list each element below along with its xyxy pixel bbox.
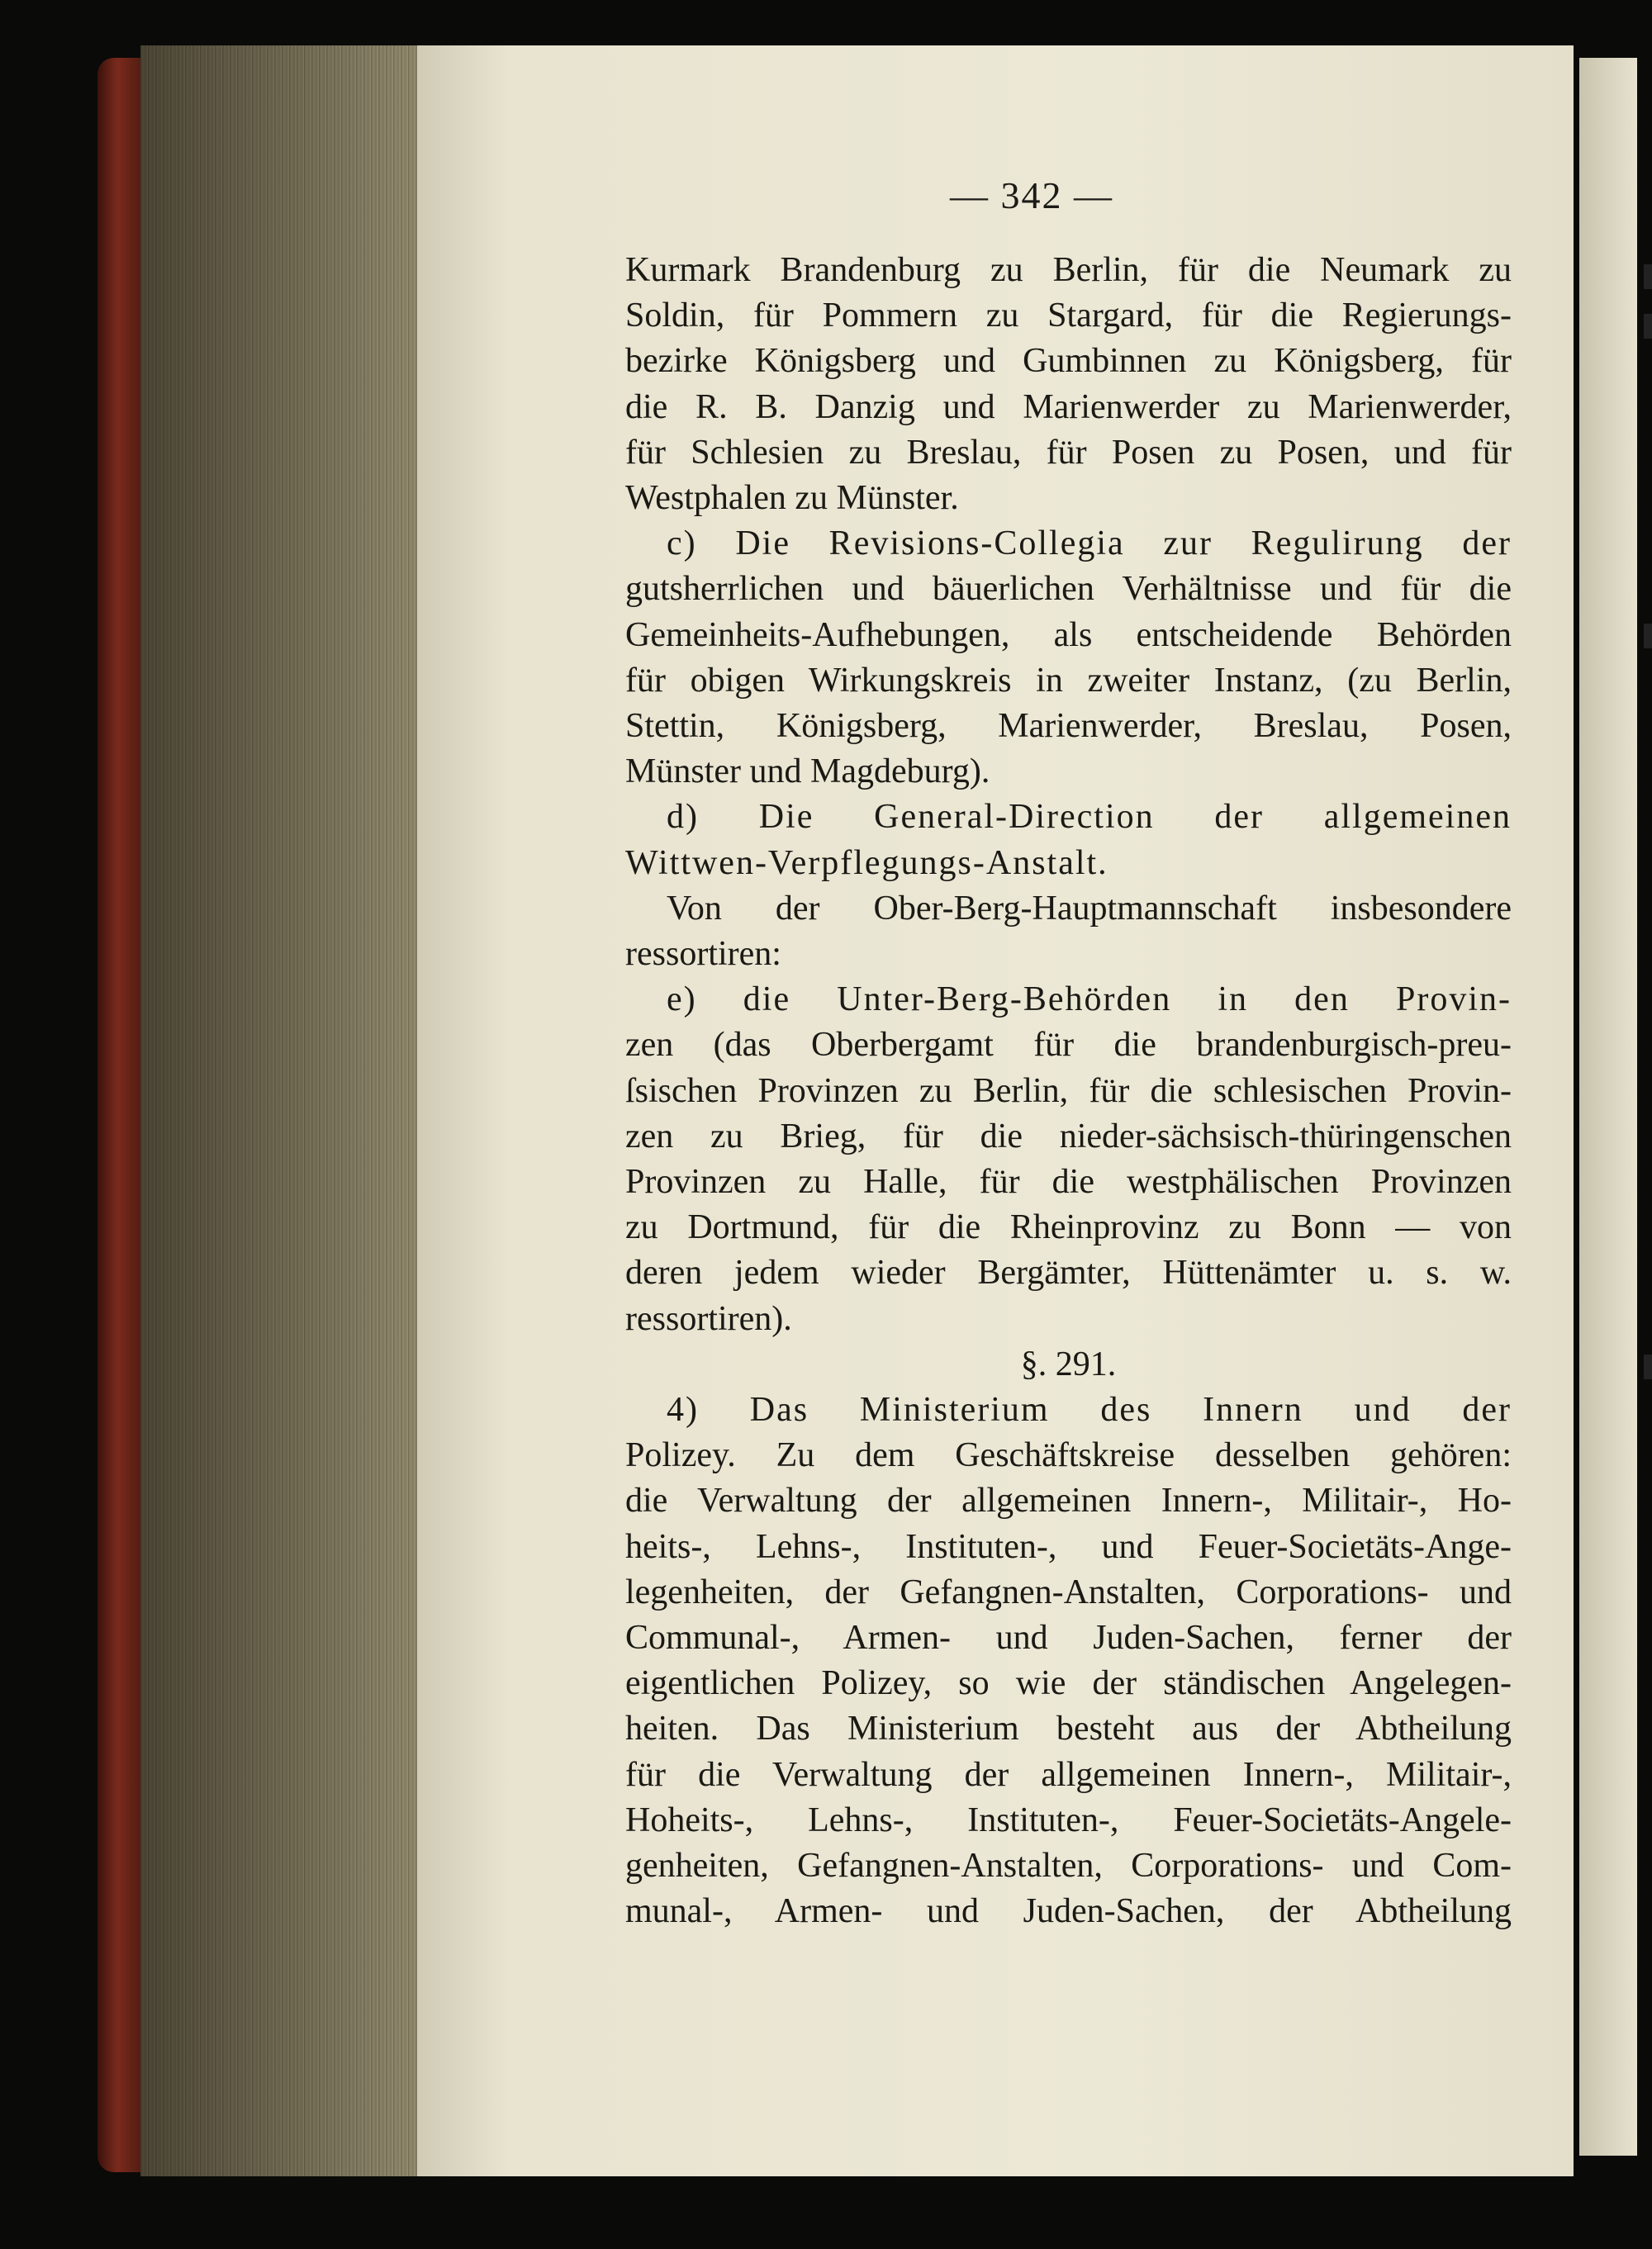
text-line: für obigen Wirkungskreis in zweiter Instanz, (zu Berlin, bbox=[625, 661, 1512, 700]
text-line: Westphalen zu Münster. bbox=[625, 479, 959, 517]
text-line: e) die Unter-Berg-Behörden in den Provin- bbox=[667, 980, 1512, 1019]
text-line: Münster und Magdeburg). bbox=[625, 752, 990, 791]
text-line: zen zu Brieg, für die nieder-sächsisch-thüringenschen bbox=[625, 1117, 1512, 1155]
facing-page-mark bbox=[1644, 314, 1652, 339]
text-line: genheiten, Gefangnen-Anstalten, Corporations- und Com- bbox=[625, 1847, 1512, 1885]
facing-page-sliver bbox=[1579, 58, 1637, 2156]
book-cover-edge bbox=[97, 58, 147, 2172]
text-line: §. 291. bbox=[1020, 1345, 1117, 1383]
page-edges bbox=[140, 45, 421, 2176]
text-line: Communal-, Armen- und Juden-Sachen, ferner der bbox=[625, 1619, 1512, 1657]
text-line: gutsherrlichen und bäuerlichen Verhältnisse und für die bbox=[625, 570, 1512, 609]
text-line: c) Die Revisions-Collegia zur Regulirung der bbox=[667, 524, 1512, 563]
page-number: — 342 — bbox=[950, 174, 1113, 216]
text-line: ressortiren). bbox=[625, 1299, 792, 1338]
text-line: zen (das Oberbergamt für die brandenburgisch-preu- bbox=[625, 1026, 1512, 1065]
facing-page-mark bbox=[1644, 264, 1652, 289]
text-line: Gemeinheits-Aufhebungen, als entscheidende Behörden bbox=[625, 615, 1512, 654]
text-line: Soldin, für Pommern zu Stargard, für die Regierungs- bbox=[625, 297, 1512, 335]
text-line: legenheiten, der Gefangnen-Anstalten, Corporations- und bbox=[625, 1573, 1512, 1611]
facing-page-mark bbox=[1644, 1355, 1652, 1379]
facing-page-mark bbox=[1644, 624, 1652, 648]
text-line: Stettin, Königsberg, Marienwerder, Breslau, Posen, bbox=[625, 707, 1512, 745]
text-line: Provinzen zu Halle, für die westphälischen Provinzen bbox=[625, 1163, 1512, 1201]
text-line: für die Verwaltung der allgemeinen Innern-, Militair-, bbox=[625, 1755, 1512, 1794]
text-line: Hoheits-, Lehns-, Instituten-, Feuer-Societäts-Angele- bbox=[625, 1801, 1512, 1839]
text-line: die R. B. Danzig und Marienwerder zu Marienwerder, bbox=[625, 387, 1512, 426]
text-line: heiten. Das Ministerium besteht aus der Abtheilung bbox=[625, 1710, 1512, 1748]
text-line: die Verwaltung der allgemeinen Innern-, Militair-, Ho- bbox=[625, 1482, 1512, 1521]
text-line: d) Die General-Direction der allgemeinen bbox=[667, 798, 1512, 837]
text-line: Kurmark Brandenburg zu Berlin, für die Neumark zu bbox=[625, 251, 1512, 289]
text-line: eigentlichen Polizey, so wie der ständischen Angelegen- bbox=[625, 1664, 1512, 1703]
text-line: heits-, Lehns-, Instituten-, und Feuer-Societäts-Ange- bbox=[625, 1527, 1512, 1566]
text-line: deren jedem wieder Bergämter, Hüttenämter u. s. w. bbox=[625, 1254, 1512, 1293]
text-line: zu Dortmund, für die Rheinprovinz zu Bonn — von bbox=[625, 1208, 1512, 1247]
text-line: ressortiren: bbox=[625, 935, 781, 973]
text-line: 4) Das Ministerium des Innern und der bbox=[667, 1391, 1512, 1429]
text-line: munal-, Armen- und Juden-Sachen, der Abtheilung bbox=[625, 1892, 1512, 1931]
text-line: für Schlesien zu Breslau, für Posen zu Posen, und für bbox=[625, 433, 1512, 472]
text-line: Polizey. Zu dem Geschäftskreise desselben gehören: bbox=[625, 1436, 1512, 1475]
text-line: Von der Ober-Berg-Hauptmannschaft insbesondere bbox=[667, 889, 1512, 928]
text-line: ſsischen Provinzen zu Berlin, für die schlesischen Provin- bbox=[625, 1071, 1512, 1110]
text-line: bezirke Königsberg und Gumbinnen zu Königsberg, für bbox=[625, 342, 1512, 381]
text-line: Wittwen-Verpflegungs-Anstalt. bbox=[625, 843, 1108, 882]
